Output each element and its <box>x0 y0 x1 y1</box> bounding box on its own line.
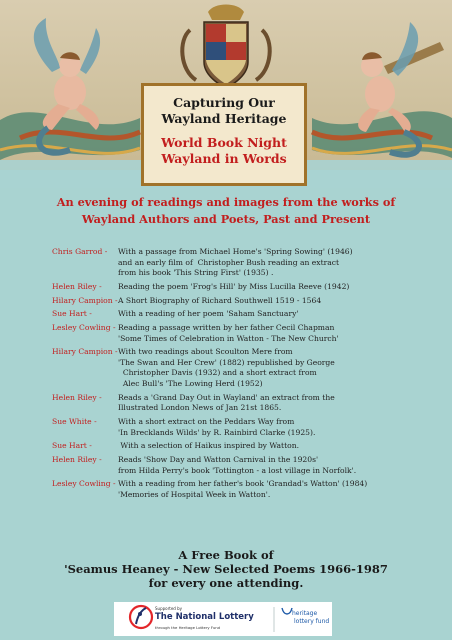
header-artwork <box>0 0 452 188</box>
reader-name: Chris Garrod - <box>52 247 108 256</box>
reading-description <box>118 296 442 307</box>
heritage-lottery-fund-label: lottery fund <box>294 618 330 625</box>
reading-description <box>118 393 442 414</box>
reader-name: Helen Riley - <box>52 281 102 291</box>
reading-description <box>118 347 442 389</box>
programme-entry <box>52 247 442 279</box>
reading-description-line: With a reading of her poem 'Saham Sanctuary' <box>118 309 299 319</box>
reader-name: Sue Hart - <box>52 309 92 319</box>
programme-entry <box>52 393 442 414</box>
heritage-lottery-fund-label: heritage <box>292 610 318 617</box>
reader-name: Lesley Cowling - <box>52 479 116 489</box>
reading-description-line: and an early film of Christopher Bush reading an extract <box>118 257 340 267</box>
title-line: Wayland Heritage <box>161 111 287 126</box>
lottery-through-label: through the Heritage Lottery Fund <box>155 625 221 630</box>
reading-description-line: Reads 'Show Day and Watton Carnival in the 1920s' <box>118 455 319 465</box>
reading-description <box>118 417 442 438</box>
intro-heading <box>0 194 452 228</box>
reading-description <box>118 309 442 320</box>
intro-line: Wayland Authors and Poets, Past and Present <box>81 212 371 226</box>
reading-description-line: from his book 'This String First' (1935) . <box>118 268 274 277</box>
national-lottery-label: The National Lottery <box>155 612 254 622</box>
reading-description <box>118 455 442 476</box>
programme-entry <box>52 417 442 438</box>
reading-description-line: With a short extract on the Peddars Way from <box>118 417 295 427</box>
free-book-line: 'Seamus Heaney - New Selected Poems 1966-1987 <box>64 562 388 576</box>
free-book-line: A Free Book of <box>178 548 274 562</box>
reading-description <box>118 441 442 452</box>
reading-description-line: 'Some Times of Celebration in Watton - The New Church' <box>118 333 339 343</box>
reading-description <box>118 479 442 500</box>
reading-description-line: 'Memories of Hospital Week in Watton'. <box>118 489 271 499</box>
reading-description <box>118 323 442 344</box>
programme-entry <box>52 479 442 500</box>
reading-description-line: Reading a passage written by her father Cecil Chapman <box>118 323 335 333</box>
reading-description-line: A Short Biography of Richard Southwell 1519 - 1564 <box>118 295 322 305</box>
programme-list <box>52 247 442 504</box>
reading-description-line: With a reading from her father's book 'Grandad's Watton' (1984) <box>118 479 368 489</box>
title-box <box>141 83 307 186</box>
reader-name: Hilary Campion - <box>52 295 118 305</box>
reading-description-line: With a passage from Michael Home's 'Spring Sowing' (1946) <box>118 247 353 256</box>
reading-description-line: Illustrated London News of Jan 21st 1865. <box>118 403 282 413</box>
programme-entry <box>52 441 442 452</box>
programme-entry <box>52 296 442 307</box>
reader-name: Sue White - <box>52 417 97 427</box>
free-book-line: for every one attending. <box>148 576 304 590</box>
supported-by-label: Supported by <box>155 606 182 611</box>
programme-entry <box>52 309 442 320</box>
reader-name: Sue Hart - <box>52 441 92 451</box>
reading-description <box>118 282 442 293</box>
reading-description-line: Alec Bull's 'The Lowing Herd (1952) <box>118 378 263 388</box>
title-line: Capturing Our <box>173 95 275 110</box>
free-book-notice <box>0 548 452 590</box>
reader-name: Hilary Campion - <box>52 347 118 357</box>
reader-name: Helen Riley - <box>52 392 102 402</box>
event-title-line: World Book Night <box>161 135 287 150</box>
reading-description-line: 'In Brecklands Wilds' by R. Rainbird Clarke (1925). <box>118 427 316 437</box>
event-title-line: Wayland in Words <box>161 151 287 166</box>
reading-description-line: 'The Swan and Her Crew' (1882) republished by George <box>118 357 335 367</box>
reading-description-line: With a selection of Haikus inspired by Watton. <box>118 441 300 451</box>
reader-name: Lesley Cowling - <box>52 323 116 333</box>
reading-description <box>118 247 442 279</box>
programme-entry <box>52 455 442 476</box>
reading-description-line: from Hilda Perry's book 'Tottington - a lost village in Norfolk'. <box>118 465 357 475</box>
reading-description-line: Reads a 'Grand Day Out in Wayland' an extract from the <box>118 392 335 402</box>
programme-entry <box>52 323 442 344</box>
reading-description-line: With two readings about Scoulton Mere from <box>118 347 293 357</box>
intro-line: An evening of readings and images from the works of <box>56 195 396 209</box>
lottery-logo-strip <box>114 602 332 636</box>
programme-entry <box>52 282 442 293</box>
reader-name: Helen Riley - <box>52 455 102 465</box>
reading-description-line: Reading the poem 'Frog's Hill' by Miss Lucilla Reeve (1942) <box>118 281 350 291</box>
programme-entry <box>52 347 442 389</box>
reading-description-line: Christopher Davis (1932) and a short extract from <box>118 368 317 378</box>
